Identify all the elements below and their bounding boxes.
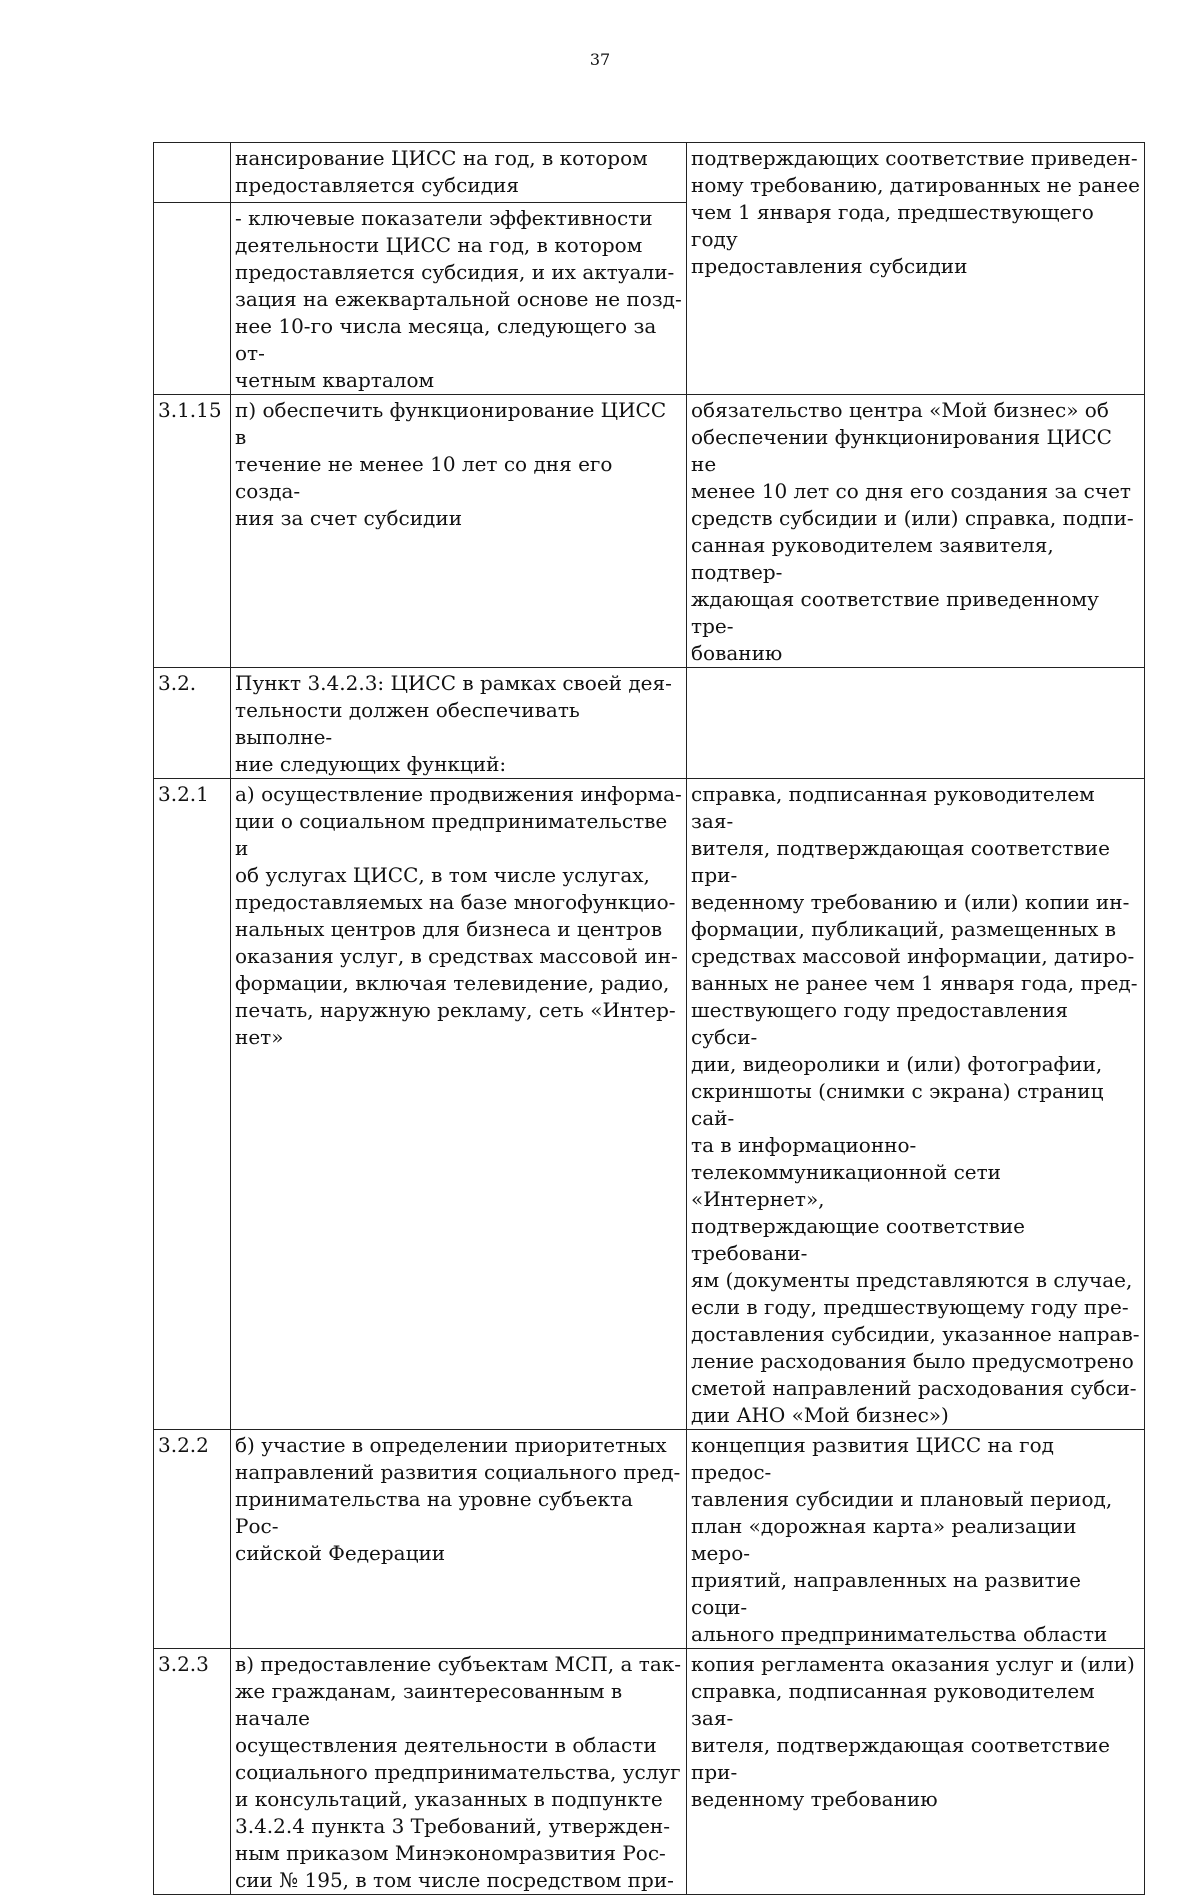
table-row	[154, 1649, 1145, 1895]
document-cell	[687, 668, 1145, 779]
document-cell: подтверждающих соответствие приведен- ному требованию, датированных не ранее чем 1 января года, предшествующего году предоставления субсидии	[687, 143, 1145, 395]
requirements-table	[153, 142, 1145, 1895]
requirement-cell: б) участие в определении приоритетных направлений развития социального пред- принимательства на уровне субъекта Рос- сийской Федерации	[231, 1430, 687, 1649]
row-number: 3.1.15	[154, 395, 231, 668]
document-cell: обязательство центра «Мой бизнес» об обеспечении функционирования ЦИСС не менее 10 лет со дня его создания за счет средств субсидии и (или) справка, подпи- санная руководителем заявителя, подтвер- ждающая соответствие приведенному тре- бованию	[687, 395, 1145, 668]
page-number: 37	[589, 50, 611, 69]
row-number	[154, 143, 231, 203]
requirement-cell: а) осуществление продвижения информа- ции о социальном предпринимательстве и об услугах ЦИСС, в том числе услугах, предоставляемых на базе многофункцио- нальных центров для бизнеса и центров оказания услуг, в средствах массовой ин- формации, включая телевидение, радио, печать, наружную рекламу, сеть «Интер- нет»	[231, 779, 687, 1430]
row-number: 3.2.1	[154, 779, 231, 1430]
requirement-cell: - ключевые показатели эффективности деятельности ЦИСС на год, в котором предоставляется субсидия, и их актуали- зация на ежеквартальной основе не позд- нее 10-го числа месяца, следующего за от- четным кварталом	[231, 203, 687, 395]
row-number: 3.2.	[154, 668, 231, 779]
row-number	[154, 203, 231, 395]
table-row	[154, 395, 1145, 668]
document-cell: концепция развития ЦИСС на год предос- тавления субсидии и плановый период, план «дорожная карта» реализации меро- приятий, направленных на развитие соци- ального предпринимательства области	[687, 1430, 1145, 1649]
requirement-cell: п) обеспечить функционирование ЦИСС в течение не менее 10 лет со дня его созда- ния за счет субсидии	[231, 395, 687, 668]
document-cell: справка, подписанная руководителем зая- вителя, подтверждающая соответствие при- веденному требованию и (или) копии ин- формации, публикаций, размещенных в средствах массовой информации, датиро- ванных не ранее чем 1 января года, пред- шествующего году предоставления субси- дии, видеоролики и (или) фотографии, скриншоты (снимки с экрана) страниц сай- та в информационно- телекоммуникационной сети «Интернет», подтверждающие соответствие требовани- ям (документы представляются в случае, если в году, предшествующему году пре- доставления субсидии, указанное направ- ление расходования было предусмотрено сметой направлений расходования субси- дии АНО «Мой бизнес»)	[687, 779, 1145, 1430]
row-number: 3.2.2	[154, 1430, 231, 1649]
requirement-cell: в) предоставление субъектам МСП, а так- же гражданам, заинтересованным в начале осуществления деятельности в области социального предпринимательства, услуг и консультаций, указанных в подпункте 3.4.2.4 пункта 3 Требований, утвержден- ным приказом Минэкономразвития Рос- сии № 195, в том числе посредством при-	[231, 1649, 687, 1895]
document-cell: копия регламента оказания услуг и (или) справка, подписанная руководителем зая- вителя, подтверждающая соответствие при- веденному требованию	[687, 1649, 1145, 1895]
table-row	[154, 668, 1145, 779]
table-row	[154, 143, 1145, 203]
requirement-cell: Пункт 3.4.2.3: ЦИСС в рамках своей дея- тельности должен обеспечивать выполне- ние следующих функций:	[231, 668, 687, 779]
table-row	[154, 1430, 1145, 1649]
row-number: 3.2.3	[154, 1649, 231, 1895]
table-row	[154, 779, 1145, 1430]
requirement-cell: нансирование ЦИСС на год, в котором предоставляется субсидия	[231, 143, 687, 203]
